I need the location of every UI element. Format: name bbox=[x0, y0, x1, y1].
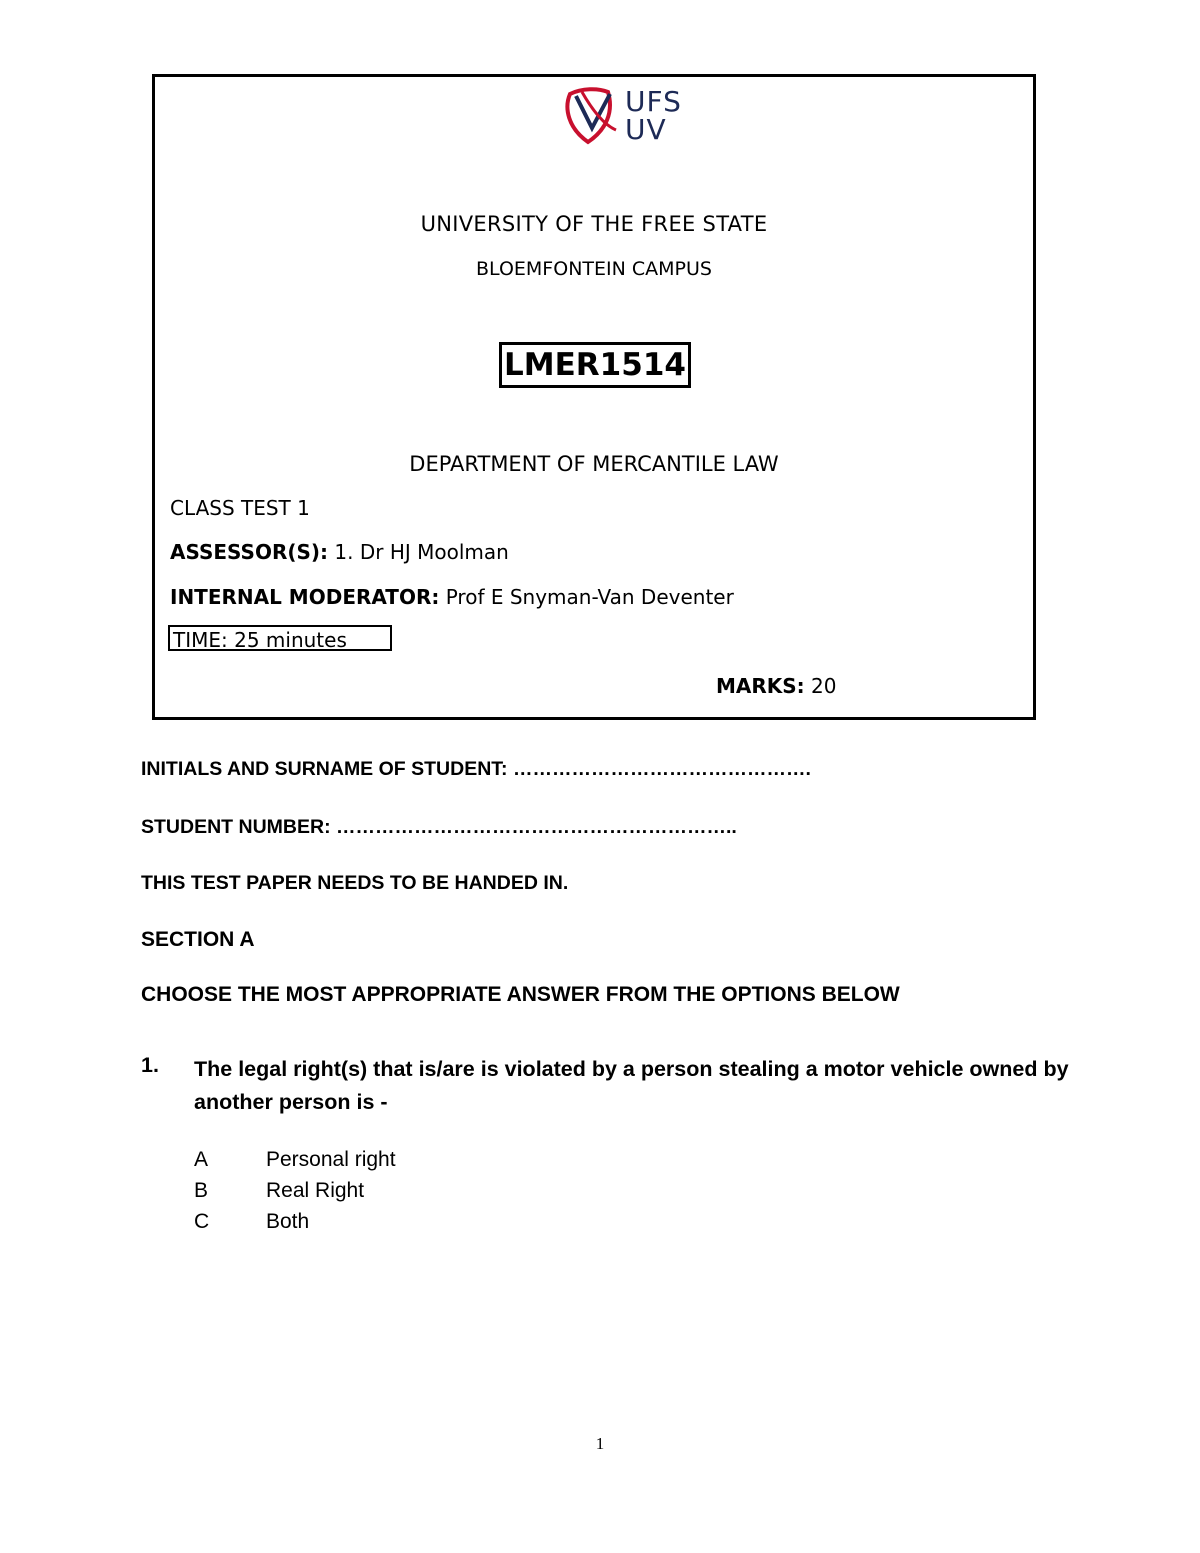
module-code: LMER1514 bbox=[499, 342, 691, 388]
question-number: 1. bbox=[141, 1053, 159, 1077]
option-text: Personal right bbox=[266, 1148, 396, 1171]
hand-in-notice: THIS TEST PAPER NEEDS TO BE HANDED IN. bbox=[141, 872, 569, 894]
assessor-line bbox=[170, 540, 509, 564]
page-number: 1 bbox=[595, 1434, 605, 1453]
student-number-field: STUDENT NUMBER: …………………………………………………….. bbox=[141, 816, 737, 838]
test-title: CLASS TEST 1 bbox=[170, 496, 310, 520]
time-allowed: TIME: 25 minutes bbox=[168, 625, 392, 651]
question-text: The legal right(s) that is/are is violated by a person stealing a motor vehicle owned by another person is - bbox=[194, 1057, 1069, 1114]
option-letter: B bbox=[194, 1179, 209, 1202]
university-name: UNIVERSITY OF THE FREE STATE bbox=[420, 212, 768, 236]
option-letter: A bbox=[194, 1148, 209, 1171]
option-letter: C bbox=[194, 1210, 210, 1233]
moderator-label: INTERNAL MODERATOR: bbox=[170, 585, 440, 609]
student-name-field: INITIALS AND SURNAME OF STUDENT: ………………………………………. bbox=[141, 758, 811, 780]
marks-line bbox=[716, 674, 837, 698]
option-text: Real Right bbox=[266, 1179, 365, 1202]
option-text: Both bbox=[266, 1210, 310, 1233]
cover-box bbox=[152, 74, 1036, 720]
assessor-value: 1. Dr HJ Moolman bbox=[328, 540, 509, 564]
department-name: DEPARTMENT OF MERCANTILE LAW bbox=[409, 452, 779, 476]
section-title: SECTION A bbox=[141, 928, 255, 951]
campus-name: BLOEMFONTEIN CAMPUS bbox=[476, 258, 712, 280]
ufs-emblem-icon bbox=[562, 84, 632, 148]
marks-label: MARKS: bbox=[716, 674, 805, 698]
assessor-label: ASSESSOR(S): bbox=[170, 540, 329, 564]
moderator-line bbox=[170, 585, 734, 609]
section-instruction: CHOOSE THE MOST APPROPRIATE ANSWER FROM THE OPTIONS BELOW bbox=[141, 983, 900, 1006]
logo-text-ufs: UFS bbox=[625, 85, 682, 118]
moderator-value: Prof E Snyman-Van Deventer bbox=[439, 585, 734, 609]
logo-text-uv: UV bbox=[625, 113, 667, 146]
marks-value: 20 bbox=[804, 674, 837, 698]
